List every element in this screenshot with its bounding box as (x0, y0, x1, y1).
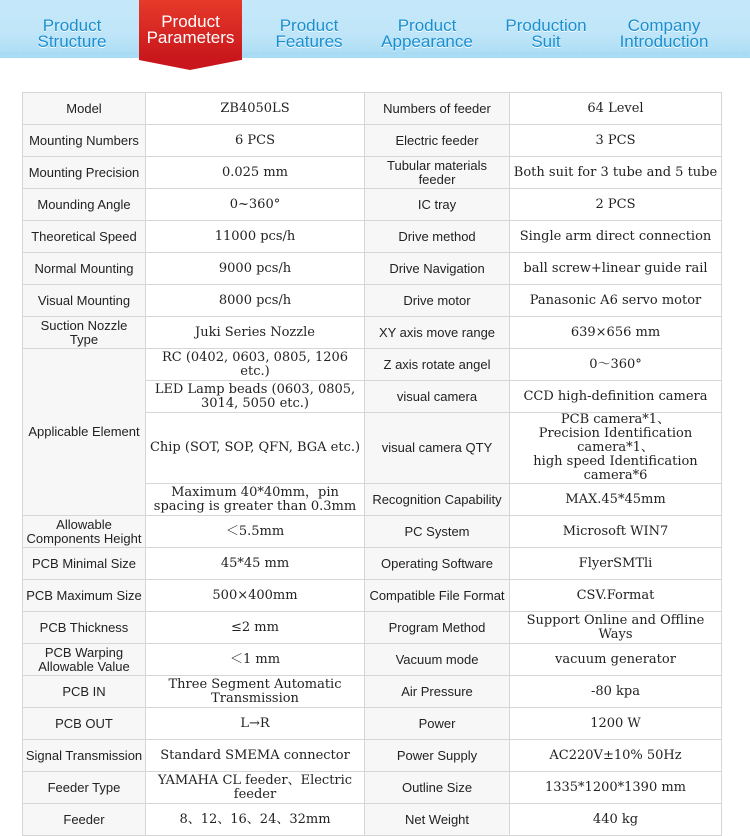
table-row (23, 157, 722, 189)
param-value: L→R (146, 708, 365, 740)
param-value: 0.025 mm (146, 157, 365, 189)
param-value: Support Online and Offline Ways (510, 612, 722, 644)
tab-production-suit[interactable] (494, 14, 598, 54)
param-value: Panasonic A6 servo motor (510, 285, 722, 317)
param-value: AC220V±10% 50Hz (510, 740, 722, 772)
param-label: Electric feeder (365, 125, 510, 157)
table-row (23, 612, 722, 644)
tab-label-line1: Product (397, 16, 457, 35)
table-row (23, 285, 722, 317)
param-value: RC (0402, 0603, 0805, 1206 etc.) (146, 349, 365, 381)
tab-product-structure[interactable] (20, 14, 124, 54)
param-label: Drive Navigation (365, 253, 510, 285)
param-label: PCB Maximum Size (23, 580, 146, 612)
param-label: Mounding Angle (23, 189, 146, 221)
param-label: Applicable Element (23, 349, 146, 516)
param-label: Compatible File Format (365, 580, 510, 612)
param-value: 9000 pcs/h (146, 253, 365, 285)
param-value: PCB camera*1、 Precision Identification camera*1、 high speed Identification camera*6 (510, 413, 722, 484)
table-row (23, 253, 722, 285)
param-label: Feeder Type (23, 772, 146, 804)
param-label: PCB Thickness (23, 612, 146, 644)
table-row (23, 580, 722, 612)
tab-label-line2: Introduction (619, 32, 709, 51)
table-row (23, 189, 722, 221)
param-value: Chip (SOT, SOP, QFN, BGA etc.) (146, 413, 365, 484)
param-value: Microsoft WIN7 (510, 516, 722, 548)
param-label: Net Weight (365, 804, 510, 836)
table-row (23, 772, 722, 804)
param-label: PCB IN (23, 676, 146, 708)
tab-label-line2: Parameters (146, 28, 235, 47)
tab-label-line1: Product (42, 16, 102, 35)
table-row (23, 676, 722, 708)
tab-label-line1: Company (627, 16, 701, 35)
tab-company-introduction[interactable] (606, 14, 722, 54)
table-row (23, 93, 722, 125)
param-label: Signal Transmission (23, 740, 146, 772)
param-value: ZB4050LS (146, 93, 365, 125)
table-row (23, 516, 722, 548)
param-label: Operating Software (365, 548, 510, 580)
table-row (23, 317, 722, 349)
param-value: vacuum generator (510, 644, 722, 676)
param-label: Numbers of feeder (365, 93, 510, 125)
param-label: Power (365, 708, 510, 740)
param-value: 639×656 mm (510, 317, 722, 349)
tab-product-appearance[interactable] (372, 14, 482, 54)
param-value: 64 Level (510, 93, 722, 125)
param-value: Maximum 40*40mm，pin spacing is greater than 0.3mm (146, 484, 365, 516)
table-row (23, 548, 722, 580)
param-value: ball screw+linear guide rail (510, 253, 722, 285)
tab-label-line2: Structure (37, 32, 107, 51)
param-value: 0～360° (510, 349, 722, 381)
tab-product-parameters[interactable] (139, 0, 242, 60)
param-value: 2 PCS (510, 189, 722, 221)
table-row (23, 804, 722, 836)
param-value: ≤2 mm (146, 612, 365, 644)
tab-label-line2: Features (275, 32, 343, 51)
table-row (23, 349, 722, 381)
param-value: 8000 pcs/h (146, 285, 365, 317)
tab-label-line2: Appearance (381, 32, 473, 51)
param-label: PCB OUT (23, 708, 146, 740)
param-label: Theoretical Speed (23, 221, 146, 253)
param-label: Suction Nozzle Type (23, 317, 146, 349)
param-value: 8、12、16、24、32mm (146, 804, 365, 836)
table-row (23, 740, 722, 772)
param-label: XY axis move range (365, 317, 510, 349)
param-value: 500×400mm (146, 580, 365, 612)
param-label: IC tray (365, 189, 510, 221)
param-label: Z axis rotate angel (365, 349, 510, 381)
param-value: CCD high-definition camera (510, 381, 722, 413)
param-value: 1335*1200*1390 mm (510, 772, 722, 804)
tab-label-line1: Product (161, 12, 220, 31)
param-value: Both suit for 3 tube and 5 tube (510, 157, 722, 189)
parameters-table (22, 92, 722, 836)
param-value: 1200 W (510, 708, 722, 740)
param-label: Feeder (23, 804, 146, 836)
param-value: 440 kg (510, 804, 722, 836)
param-label: Outline Size (365, 772, 510, 804)
param-label: Visual Mounting (23, 285, 146, 317)
tab-label-line1: Production (505, 16, 587, 35)
table-row (23, 125, 722, 157)
param-label: Tubular materials feeder (365, 157, 510, 189)
param-label: PCB Minimal Size (23, 548, 146, 580)
table-row (23, 221, 722, 253)
param-label: Air Pressure (365, 676, 510, 708)
param-value: ＜1 mm (146, 644, 365, 676)
param-value: 6 PCS (146, 125, 365, 157)
param-value: LED Lamp beads (0603, 0805, 3014, 5050 etc.) (146, 381, 365, 413)
param-value: Standard SMEMA connector (146, 740, 365, 772)
parameters-table-body (23, 93, 722, 836)
param-label: Drive motor (365, 285, 510, 317)
param-label: Normal Mounting (23, 253, 146, 285)
param-value: 0~360° (146, 189, 365, 221)
param-label: Mounting Precision (23, 157, 146, 189)
tab-label-line2: Suit (531, 32, 561, 51)
param-label: Program Method (365, 612, 510, 644)
param-value: 3 PCS (510, 125, 722, 157)
tab-label-line1: Product (279, 16, 339, 35)
table-row (23, 708, 722, 740)
param-label: Mounting Numbers (23, 125, 146, 157)
param-value: MAX.45*45mm (510, 484, 722, 516)
tab-product-features[interactable] (258, 14, 360, 54)
param-value: YAMAHA CL feeder、Electric feeder (146, 772, 365, 804)
param-label: visual camera (365, 381, 510, 413)
param-label: Power Supply (365, 740, 510, 772)
param-label: Vacuum mode (365, 644, 510, 676)
table-row (23, 644, 722, 676)
param-value: 11000 pcs/h (146, 221, 365, 253)
param-value: Juki Series Nozzle (146, 317, 365, 349)
param-label: Drive method (365, 221, 510, 253)
param-label: Model (23, 93, 146, 125)
param-value: CSV.Format (510, 580, 722, 612)
param-value: -80 kpa (510, 676, 722, 708)
param-label: Recognition Capability (365, 484, 510, 516)
param-label: Allowable Components Height (23, 516, 146, 548)
param-label: PC System (365, 516, 510, 548)
param-value: FlyerSMTli (510, 548, 722, 580)
param-value: 45*45 mm (146, 548, 365, 580)
param-label: visual camera QTY (365, 413, 510, 484)
param-value: Single arm direct connection (510, 221, 722, 253)
param-value: Three Segment Automatic Transmission (146, 676, 365, 708)
param-value: ＜5.5mm (146, 516, 365, 548)
param-label: PCB Warping Allowable Value (23, 644, 146, 676)
